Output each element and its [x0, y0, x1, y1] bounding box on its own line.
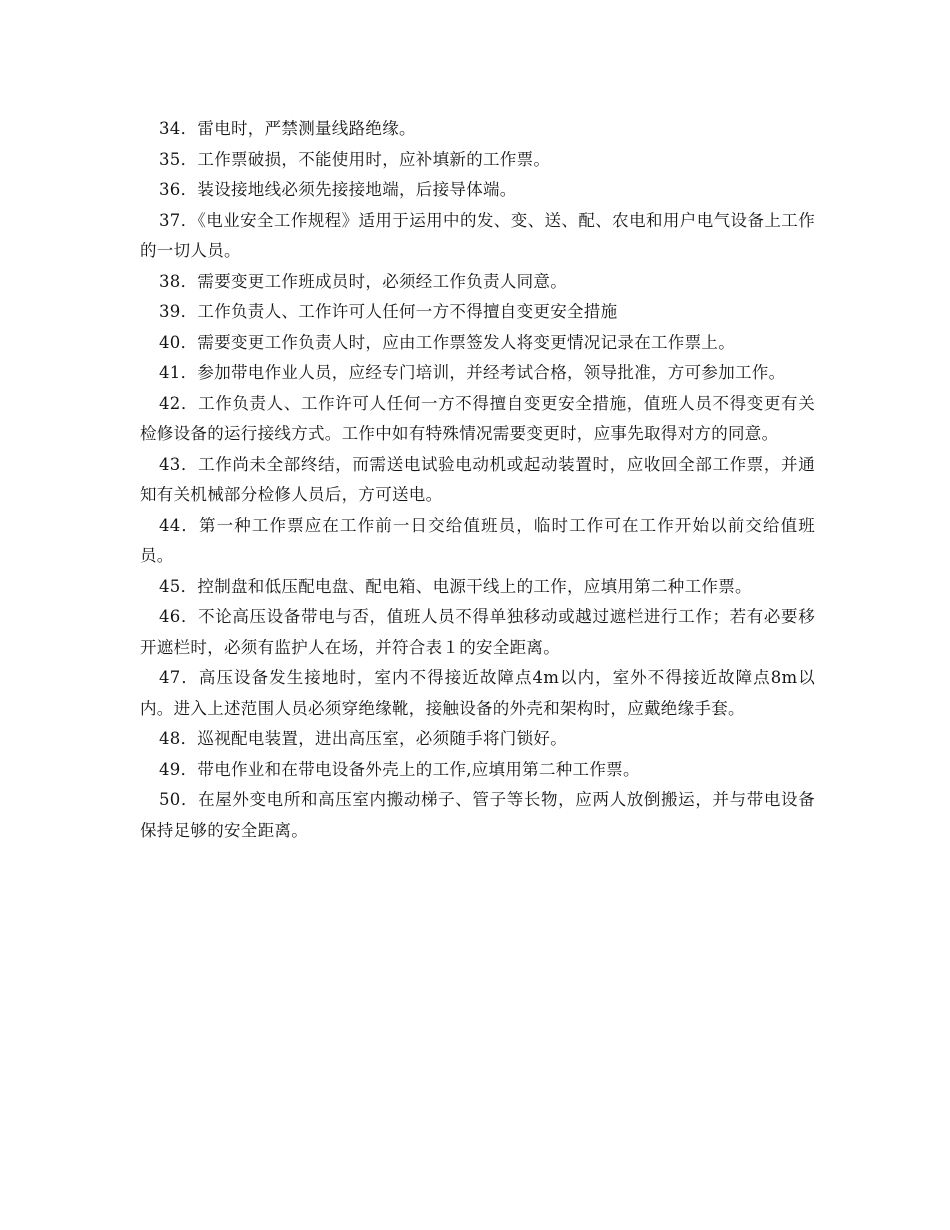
list-item: 37．《电业安全工作规程》适用于运用中的发、变、送、配、农电和用户电气设备上工作的一切人员。 [140, 210, 815, 260]
document-body [140, 114, 815, 846]
list-item: 35．工作票破损，不能使用时，应补填新的工作票。 [159, 149, 551, 169]
list-item: 44．第一种工作票应在工作前一日交给值班员，临时工作可在工作开始以前交给值班员。 [140, 515, 815, 565]
list-item: 50．在屋外变电所和高压室内搬动梯子、管子等长物，应两人放倒搬运，并与带电设备保持足够的安全距离。 [140, 790, 815, 840]
list-item: 48．巡视配电装置，进出高压室，必须随手将门锁好。 [159, 729, 567, 748]
list-item: 41．参加带电作业人员，应经专门培训，并经考试合格，领导批准，方可参加工作。 [159, 363, 786, 382]
list-item: 39．工作负责人、工作许可人任何一方不得擅自变更安全措施 [159, 302, 618, 321]
list-item: 40．需要变更工作负责人时，应由工作票签发人将变更情况记录在工作票上。 [159, 332, 735, 352]
list-item: 45．控制盘和低压配电盘、配电箱、电源干线上的工作，应填用第二种工作票。 [159, 576, 752, 596]
list-item: 42．工作负责人、工作许可人任何一方不得擅自变更安全措施，值班人员不得变更有关检修设备的运行接线方式。工作中如有特殊情况需要变更时，应事先取得对方的同意。 [140, 393, 815, 443]
list-item: 47．高压设备发生接地时，室内不得接近故障点4m以内，室外不得接近故障点8m以内。进入上述范围人员必须穿绝缘靴，接触设备的外壳和架构时，应戴绝缘手套。 [140, 668, 815, 718]
list-item: 43．工作尚未全部终结，而需送电试验电动机或起动装置时，应收回全部工作票，并通知有关机械部分检修人员后，方可送电。 [140, 454, 815, 504]
list-item: 38．需要变更工作班成员时，必须经工作负责人同意。 [159, 271, 567, 291]
list-item: 46．不论高压设备带电与否，值班人员不得单独移动或越过遮栏进行工作；若有必要移开遮栏时，必须有监护人在场，并符合表１的安全距离。 [140, 607, 815, 657]
list-item: 36．装设接地线必须先接接地端，后接导体端。 [159, 180, 517, 199]
list-item: 34．雷电时，严禁测量线路绝缘。 [159, 119, 416, 138]
list-item: 49．带电作业和在带电设备外壳上的工作,应填用第二种工作票。 [159, 759, 640, 779]
